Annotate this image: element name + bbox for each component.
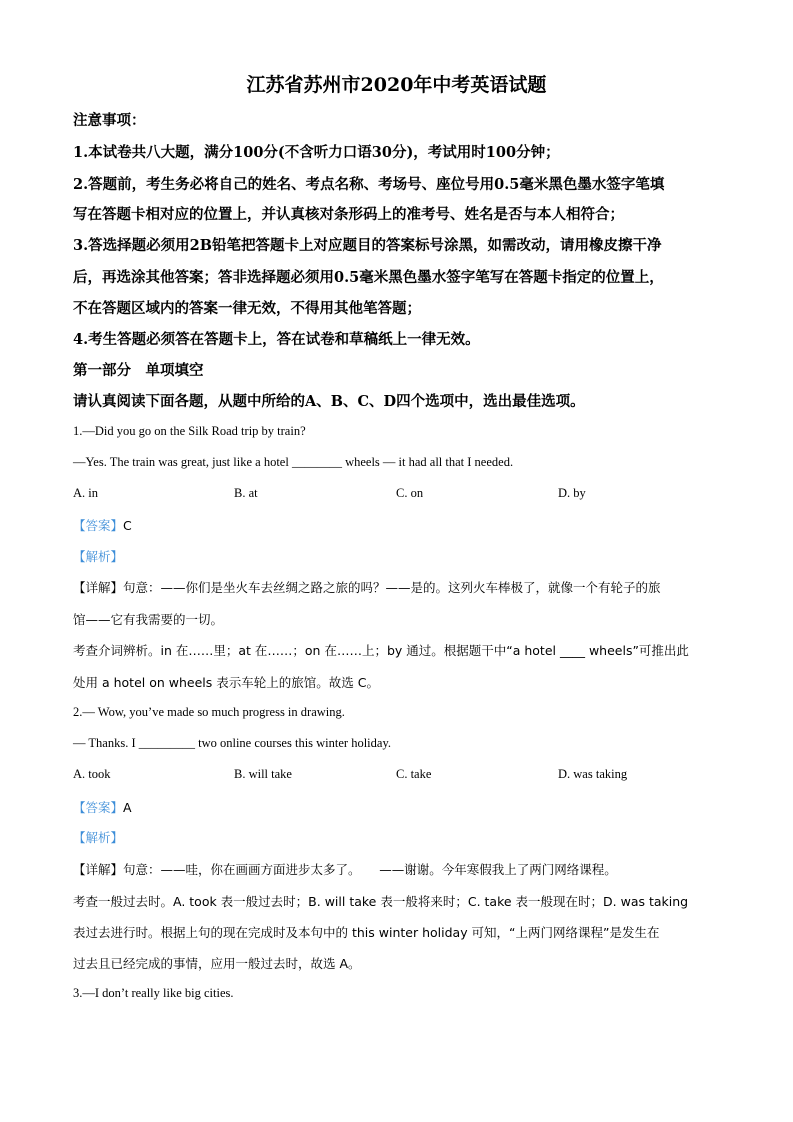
notice-line-1: 1.本试卷共八大题，满分100分(不含听力口语30分)，考试用时100分钟； xyxy=(73,144,560,161)
q2-detail-4: 过去且已经完成的事情，应用一般过去时，故选 A。 xyxy=(73,956,361,971)
q2-option-b: B. will take xyxy=(234,767,292,781)
q1-answer-line xyxy=(73,515,132,534)
q2-answer: A xyxy=(123,800,132,815)
q1-stem-1: 1.—Did you go on the Silk Road trip by train? xyxy=(73,424,306,438)
q1-stem-2: —Yes. The train was great, just like a hotel ________ wheels — it had all that I needed. xyxy=(73,455,514,469)
notice-line-2: 2.答题前，考生务必将自己的姓名、考点名称、考场号、座位号用0.5毫米黑色墨水签字笔填 xyxy=(73,176,665,193)
q2-analysis-tag: 【解析】 xyxy=(73,830,124,845)
q1-answer: C xyxy=(123,518,132,533)
notice-line-5: 后，再选涂其他答案；答非选择题必须用0.5毫米黑色墨水签字笔写在答题卡指定的位置上， xyxy=(73,269,664,286)
section-instruction: 请认真阅读下面各题，从题中所给的A、B、C、D四个选项中，选出最佳选项。 xyxy=(73,393,585,410)
q2-stem-1: 2.— Wow, you’ve made so much progress in drawing. xyxy=(73,705,345,719)
notice-line-6: 不在答题区域内的答案一律无效，不得用其他笔答题； xyxy=(73,300,421,317)
q1-detail-1: 【详解】句意：——你们是坐火车去丝绸之路之旅的吗？——是的。这列火车棒极了，就像一个有轮子的旅 xyxy=(73,580,661,595)
notice-line-7: 4.考生答题必须答在答题卡上，答在试卷和草稿纸上一律无效。 xyxy=(73,331,480,348)
q1-option-d: D. by xyxy=(558,486,586,500)
notice-line-3: 写在答题卡相对应的位置上，并认真核对条形码上的准考号、姓名是否与本人相符合； xyxy=(73,206,624,223)
notice-heading: 注意事项： xyxy=(73,112,146,129)
q2-stem-2: — Thanks. I _________ two online courses this winter holiday. xyxy=(73,736,392,750)
q1-option-c: C. on xyxy=(396,486,424,500)
q2-detail-2: 考查一般过去时。A. took 表一般过去时；B. will take 表一般将来时；C. take 表一般现在时；D. was taking xyxy=(73,894,689,909)
q1-analysis-tag: 【解析】 xyxy=(73,549,124,564)
q1-answer-tag: 【答案】 xyxy=(73,518,124,533)
q2-answer-line xyxy=(73,797,132,816)
q2-option-a: A. took xyxy=(73,767,111,781)
q2-option-c: C. take xyxy=(396,767,432,781)
section-title: 第一部分 单项填空 xyxy=(73,362,204,379)
q1-detail-2: 馆——它有我需要的一切。 xyxy=(73,612,224,627)
q1-option-a: A. in xyxy=(73,486,98,500)
q2-option-d: D. was taking xyxy=(558,767,628,781)
q3-stem-1: 3.—I don’t really like big cities. xyxy=(73,986,234,1000)
q2-answer-tag: 【答案】 xyxy=(73,800,124,815)
page-title: 江苏省苏州市2020年中考英语试题 xyxy=(246,74,547,96)
q1-detail-3: 考查介词辨析。in 在……里；at 在……；on 在……上；by 通过。根据题干中“a hotel ____ wheels”可推出此 xyxy=(73,643,689,658)
q1-detail-4: 处用 a hotel on wheels 表示车轮上的旅馆。故选 C。 xyxy=(73,675,379,690)
q2-detail-1: 【详解】句意：——哇，你在画画方面进步太多了。 ——谢谢。今年寒假我上了两门网络课程。 xyxy=(73,862,617,877)
notice-line-4: 3.答选择题必须用2B铅笔把答题卡上对应题目的答案标号涂黑，如需改动，请用橡皮擦干净 xyxy=(73,237,662,254)
q2-detail-3: 表过去进行时。根据上句的现在完成时及本句中的 this winter holiday 可知，“上两门网络课程”是发生在 xyxy=(73,925,660,940)
q1-option-b: B. at xyxy=(234,486,258,500)
